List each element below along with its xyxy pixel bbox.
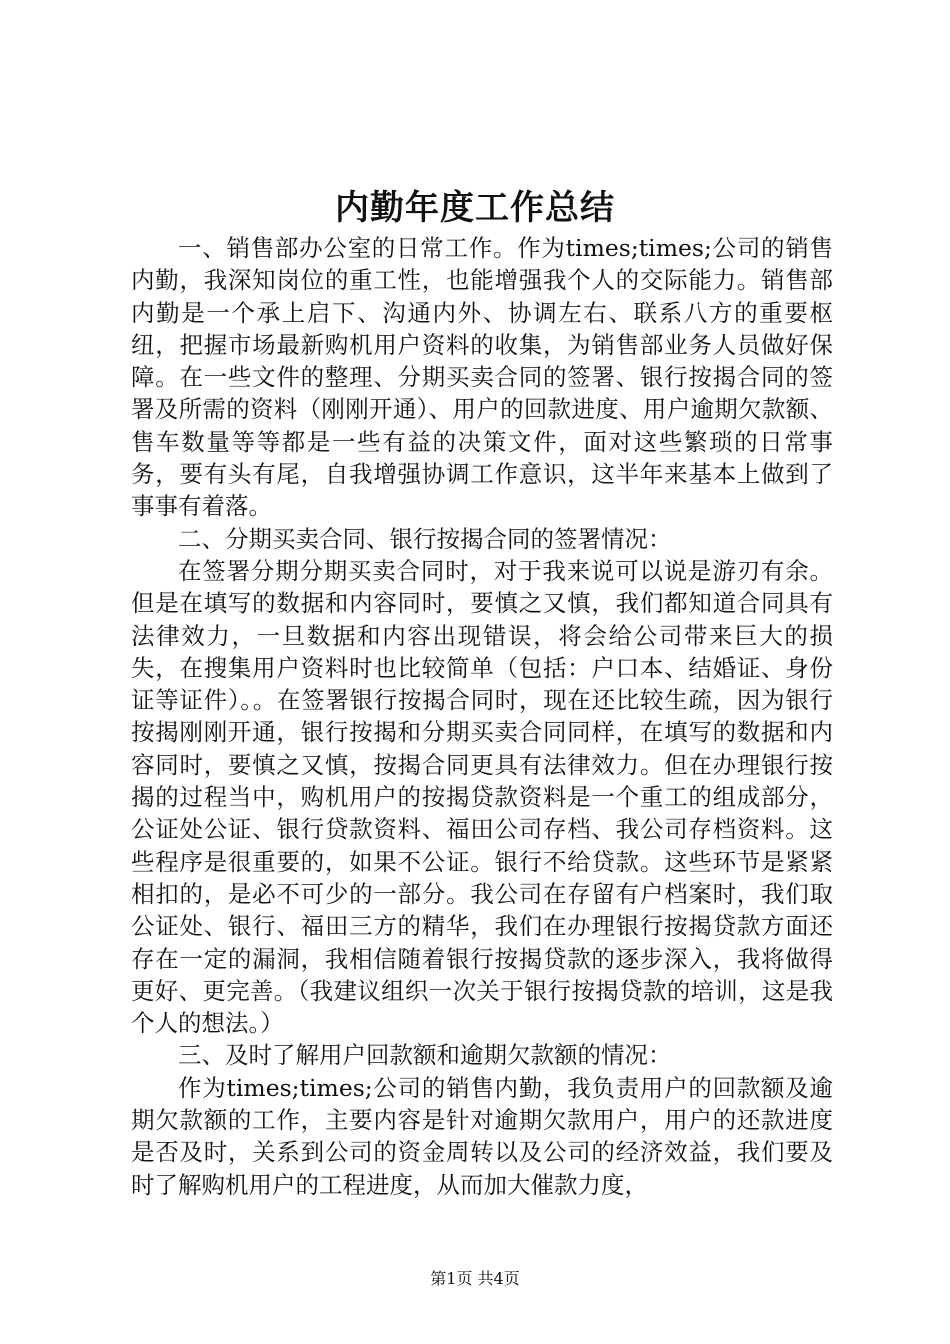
document-body: [131, 232, 833, 1201]
page-title: 内勤年度工作总结: [335, 188, 615, 228]
paragraph-daily-work: 一、销售部办公室的日常工作。作为times;times;公司的销售内勤，我深知岗位的重工性，也能增强我个人的交际能力。销售部内勤是一个承上启下、沟通内外、协调左右、联系八方的重要枢纽，把握市场最新购机用户资料的收集，为销售部业务人员做好保障。在一些文件的整理、分期买卖合同的签署、银行按揭合同的签署及所需的资料（刚刚开通）、用户的回款进度、用户逾期欠款额、售车数量等等都是一些有益的决策文件，面对这些繁琐的日常事务，要有头有尾，自我增强协调工作意识，这半年来基本上做到了事事有着落。: [131, 234, 833, 521]
section-heading-contracts: 二、分期买卖合同、银行按揭合同的签署情况：: [178, 524, 672, 553]
paragraph-payments: 作为times;times;公司的销售内勤，我负责用户的回款额及逾期欠款额的工作，主要内容是针对逾期欠款用户，用户的还款进度是否及时，关系到公司的资金周转以及公司的经济效益，我们要及时了解购机用户的工程进度，从而加大催款力度，: [131, 1073, 833, 1199]
paragraph-contracts: 在签署分期分期买卖合同时，对于我来说可以说是游刃有余。但是在填写的数据和内容同时，要慎之又慎，我们都知道合同具有法律效力，一旦数据和内容出现错误，将会给公司带来巨大的损失，在搜集用户资料时也比较简单（包括：户口本、结婚证、身份证等证件）。。在签署银行按揭合同时，现在还比较生疏，因为银行按揭刚刚开通，银行按揭和分期买卖合同同样，在填写的数据和内容同时，要慎之又慎，按揭合同更具有法律效力。但在办理银行按揭的过程当中，购机用户的按揭贷款资料是一个重工的组成部分，公证处公证、银行贷款资料、福田公司存档、我公司存档资料。这些程序是很重要的，如果不公证。银行不给贷款。这些环节是紧紧相扣的，是必不可少的一部分。我公司在存留有户档案时，我们取公证处、银行、福田三方的精华，我们在办理银行按揭贷款方面还存在一定的漏洞，我相信随着银行按揭贷款的逐步深入，我将做得更好、更完善。（我建议组织一次关于银行按揭贷款的培训，这是我个人的想法。）: [131, 556, 833, 1038]
section-heading-payments: 三、及时了解用户回款额和逾期欠款额的情况：: [178, 1041, 672, 1070]
page-footer: 第1页 共4页: [430, 1269, 520, 1288]
